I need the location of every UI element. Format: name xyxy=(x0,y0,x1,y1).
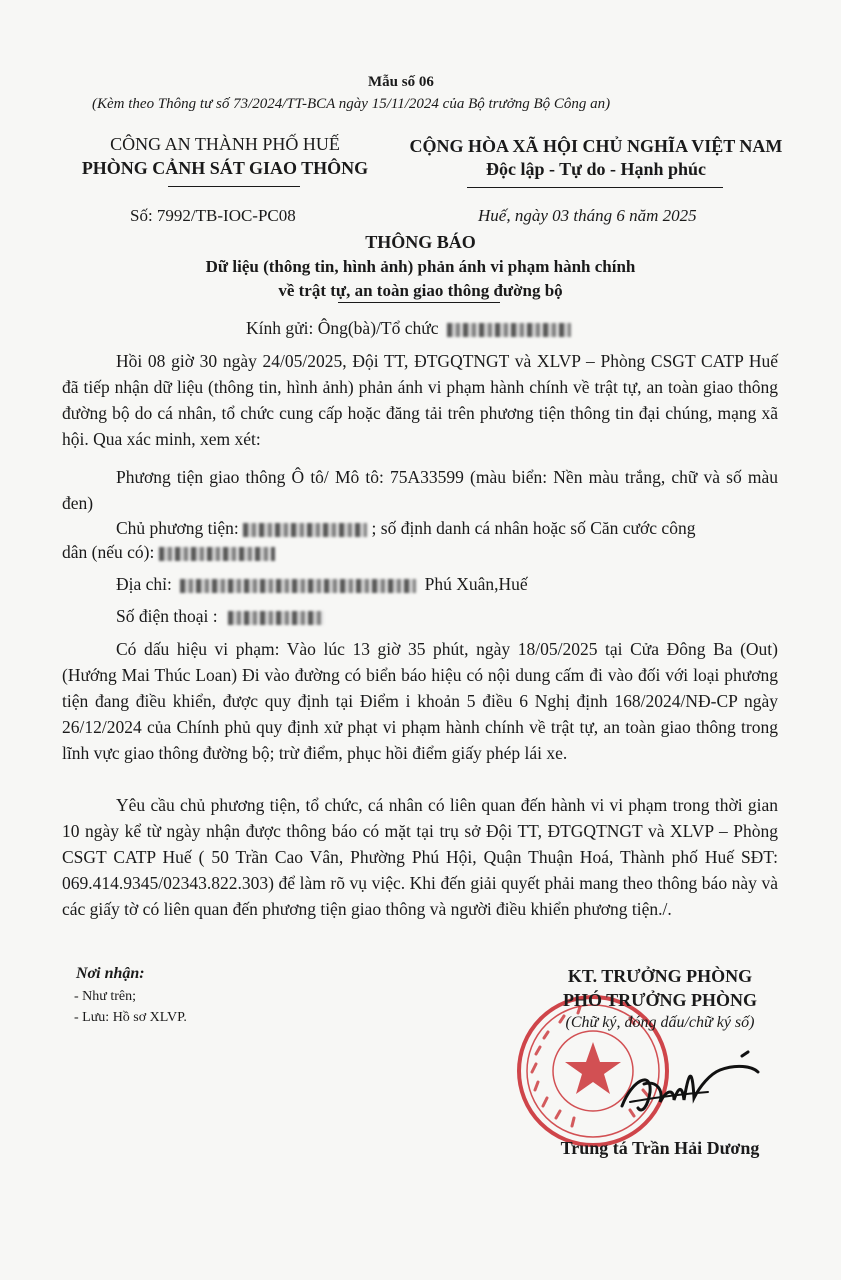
redacted-owner-id xyxy=(159,547,275,561)
vehicle-paragraph: Phương tiện giao thông Ô tô/ Mô tô: 75A33599 (màu biển: Nền màu trắng, chữ và số màu đen) xyxy=(62,467,778,513)
doc-number: Số: 7992/TB-IOC-PC08 xyxy=(130,206,296,225)
org-underline xyxy=(168,186,300,187)
address-tail: Phú Xuân,Huế xyxy=(424,574,528,594)
owner-id-text: ; số định danh cá nhân hoặc số Căn cước công xyxy=(371,518,696,538)
nation-line2: Độc lập - Tự do - Hạnh phúc xyxy=(485,159,707,179)
recipients-title: Nơi nhận: xyxy=(76,965,145,982)
intro-paragraph: Hồi 08 giờ 30 ngày 24/05/2025, Đội TT, ĐTGQTNGT và XLVP – Phòng CSGT CATP Huế đã tiếp nhận dữ liệu (thông tin, hình ảnh) phản ánh vi phạm hành chính về trật tự, an toàn giao thông đường bộ do cá nhân, tổ chức cung cấp hoặc đăng tải trên phương tiện thông tin đại chúng, mạng xã hội. Qua xác minh, xem xét: xyxy=(62,351,778,449)
recipient-label: Kính gửi: Ông(bà)/Tổ chức xyxy=(246,318,439,338)
owner-label: Chủ phương tiện: xyxy=(116,518,239,538)
org-line2: PHÒNG CẢNH SÁT GIAO THÔNG xyxy=(81,158,369,178)
redacted-owner xyxy=(243,523,367,537)
sign-title-1: KT. TRƯỞNG PHÒNG xyxy=(567,966,753,986)
form-reference: (Kèm theo Thông tư số 73/2024/TT-BCA ngày 15/11/2024 của Bộ trưởng Bộ Công an) xyxy=(92,96,611,112)
address-label: Địa chỉ: xyxy=(116,574,172,594)
doc-subtitle-1: Dữ liệu (thông tin, hình ảnh) phản ánh vi phạm hành chính xyxy=(205,257,636,276)
recipient-item-1: - Như trên; xyxy=(74,989,137,1004)
org-line1: CÔNG AN THÀNH PHỐ HUẾ xyxy=(110,134,340,154)
owner-id-label: dân (nếu có): xyxy=(62,542,155,562)
request-paragraph: Yêu cầu chủ phương tiện, tổ chức, cá nhân có liên quan đến hành vi vi phạm trong thời gian 10 ngày kể từ ngày nhận được thông báo có mặt tại trụ sở Đội TT, ĐTGQTNGT và XLVP – Phòng CSGT CATP Huế ( 50 Trần Cao Vân, Phường Phú Hội, Quận Thuận Hoá, Thành phố Huế SĐT: 069.414.9345/02343.822.303) để làm rõ vụ việc. Khi đến giải quyết phải mang theo thông báo này và các giấy tờ có liên quan đến phương tiện giao thông và người điều khiển phương tiện./. xyxy=(62,795,778,919)
owner-line xyxy=(116,518,695,539)
motto-underline xyxy=(467,187,723,188)
redacted-address xyxy=(180,579,416,593)
recipient-line xyxy=(246,318,571,339)
title-underline xyxy=(338,302,500,303)
place-date: Huế, ngày 03 tháng 6 năm 2025 xyxy=(478,206,697,225)
violation-paragraph: Có dấu hiệu vi phạm: Vào lúc 13 giờ 35 phút, ngày 18/05/2025 tại Cửa Đông Ba (Out) (Hướng Mai Thúc Loan) Đi vào đường có biển báo hiệu có nội dung cấm đi vào đối với loại phương tiện đang điều khiển, được quy định tại Điểm i khoản 5 điều 6 Nghị định 168/2024/NĐ-CP ngày 26/12/2024 của Chính phủ quy định xử phạt vi phạm hành chính về trật tự, an toàn giao thông trong lĩnh vực giao thông đường bộ; trừ điểm, phục hồi điểm giấy phép lái xe. xyxy=(62,639,778,763)
handwritten-signature xyxy=(612,1040,762,1130)
doc-title: THÔNG BÁO xyxy=(365,232,476,252)
address-line xyxy=(116,574,528,595)
owner-id-line xyxy=(62,542,275,563)
nation-line1: CỘNG HÒA XÃ HỘI CHỦ NGHĨA VIỆT NAM xyxy=(409,136,783,156)
recipient-item-2: - Lưu: Hồ sơ XLVP. xyxy=(74,1010,187,1025)
sign-note: (Chữ ký, đóng dấu/chữ ký số) xyxy=(565,1014,755,1031)
doc-subtitle-2: về trật tự, an toàn giao thông đường bộ xyxy=(278,281,563,300)
form-number: Mẫu số 06 xyxy=(368,74,434,90)
redacted-recipient xyxy=(447,323,571,337)
phone-label: Số điện thoại : xyxy=(116,606,218,626)
phone-line xyxy=(116,606,324,627)
sign-title-2: PHÓ TRƯỞNG PHÒNG xyxy=(562,990,757,1010)
signer-name: Trung tá Trần Hải Dương xyxy=(560,1138,760,1158)
redacted-phone xyxy=(228,611,324,625)
